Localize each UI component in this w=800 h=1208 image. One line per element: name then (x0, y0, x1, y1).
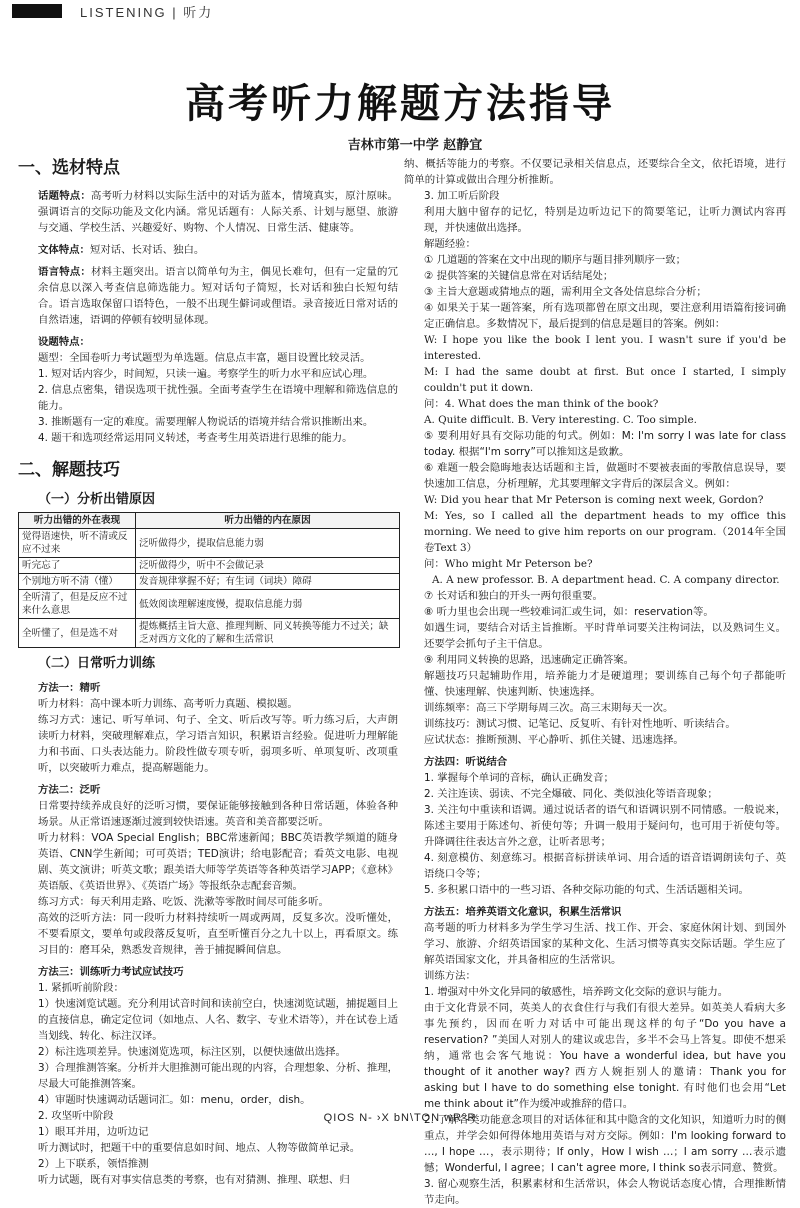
table-row: 个别地方听不清（懂） 发音规律掌握不好；有生词（词块）障碍 (19, 574, 400, 590)
table-row: 全听懂了，但是选不对 提炼概括主旨大意、推理判断、同义转换等能力不过关；缺乏对西方文化的了解和生活常识 (19, 619, 400, 648)
section-heading: 二、解题技巧 (18, 460, 120, 480)
paragraph: 训练方法： (424, 970, 476, 982)
table-header: 听力出错的内在原因 (136, 513, 400, 529)
list-item: 2. 关注连读、弱读、不完全爆破、同化、类似浊化等语音现象； (424, 788, 718, 800)
paragraph: 解题经验： (424, 238, 476, 250)
list-item: 3. 推断题有一定的难度。需要理解人物说话的语境并结合常识推断出来。 (38, 416, 374, 428)
paragraph: 听力材料：VOA Special English；BBC常速新闻；BBC英语教学频道的随身英语、CNN学生新闻；可可英语；TED演讲；给电影配音；看英文电影、电视剧、英文演讲；听英文歌；跟美语大师等学英语等各种英语学习APP；《意林》英语版、《英语世界》、《英语广场》等报纸杂志配套音频。 (38, 832, 398, 892)
paragraph: 语言特点：材料主题突出。语言以简单句为主，偶见长难句，但有一定量的冗余信息以深入考查信息筛选能力。短对话句子简短，长对话和独白长短句结合。语言选取保留口语特色，一般不出现生僻词或俚语。录音接近日常对话的自然语速，语调的停顿有较明显体现。 (38, 266, 399, 326)
list-item: 1. 掌握每个单词的音标，确认正确发音； (424, 772, 614, 784)
paragraph: 高效的泛听方法：同一段听力材料持续听一周或两周，反复多次。没听懂处，不要看原文，要单句或段落反复听，直至听懂百分之九十以上，再看原文。练习目的：磨耳朵，熟悉发音规律，善于捕捉瞬间信息。 (38, 912, 398, 956)
method-heading: 方法五：培养英语文化意识，积累生活常识 (424, 906, 622, 918)
header-text: LISTENING | 听力 (80, 5, 214, 20)
section-heading: 一、选材特点 (18, 158, 120, 178)
dialogue-line: M: Yes, so I called all the department heads to my office this morning. We need to give him reports on our program.（2014年全国卷Text 3） (424, 510, 786, 554)
left-column (18, 150, 399, 1186)
paragraph: 训练技巧：测试习惯、记笔记、反复听、有针对性地听、听读结合。 (424, 718, 736, 730)
paragraph: 听力试题，既有对事实信息类的考察，也有对猜测、推理、联想、归 (38, 1174, 350, 1186)
table-row: 觉得语速快，听不清或反应不过来 泛听做得少，提取信息能力弱 (19, 529, 400, 558)
list-item: 3. 关注句中重读和语调。通过说话者的语气和语调识别不同情感。一般说来，陈述主要用于陈述句、祈使句等；升调一般用于疑问句，也可用于祈使句等。升降调往往表达言外之意，让听者思考； (424, 804, 786, 848)
method-heading: 方法三：训练听力考试应试技巧 (38, 966, 184, 978)
paragraph: 话题特点：高考听力材料以实际生活中的对话为蓝本，情境真实，原汁原味。强调语言的交际功能及文化内涵。常见话题有：人际关系、计划与愿望、旅游与交通、学校生活、兴趣爱好、购物、个人情况、日常生活、健康等。 (38, 190, 399, 234)
page-footer: QIOS N- ›X bN\TON wR°R (323, 1112, 477, 1124)
answer-options: A. A new professor. B. A department head. C. A company director. (432, 574, 780, 586)
paragraph: 2）标注选项差异。快速浏览选项，标注区别，以便快速做出选择。 (38, 1046, 346, 1058)
method-heading: 方法四：听说结合 (424, 756, 508, 768)
right-column (404, 150, 786, 1206)
list-item: ④ 如果关于某一题答案，所有选项都曾在原文出现，要注意利用语篇衔接词确定正确信息。多数情况下，最后提到的信息是题目的答案。例如： (424, 302, 786, 330)
table-row: 听完忘了 泛听做得少，听中不会做记录 (19, 558, 400, 574)
list-item: ⑨ 利用同义转换的思路，迅速确定正确答案。 (424, 654, 635, 666)
list-item: ① 几道题的答案在文中出现的顺序与题目排列顺序一致； (424, 254, 686, 266)
paragraph: 设题特点： (38, 336, 90, 348)
dialogue-line: W: Did you hear that Mr Peterson is coming next week, Gordon? (424, 494, 764, 506)
page-title: 高考听力解题方法指导 (185, 81, 615, 127)
subsection-heading: （二）日常听力训练 (38, 656, 156, 671)
list-item: 4. 题干和选项经常运用同义转述，考查考生用英语进行思维的能力。 (38, 432, 353, 444)
method-heading: 方法二：泛听 (38, 784, 101, 796)
paragraph: 3）合理推测答案。分析并大胆推测可能出现的内容，合理想象、分析、推理，尽最大可能推测答案。 (38, 1062, 398, 1090)
paragraph: 应试状态：推断预测、平心静听、抓住关键、迅速选择。 (424, 734, 684, 746)
paragraph: 练习方式：每天利用走路、吃饭、洗漱等零散时间尽可能多听。 (38, 896, 329, 908)
dialogue-line: W: I hope you like the book I lent you. I wasn't sure if you'd be interested. (424, 334, 786, 362)
list-item: 2. 了解各类功能意念项目的对话体征和其中隐含的文化知识，知道听力时的侧重点，并学会如何得体地用英语与对方交际。例如：I'm looking forward to …, I hope …，表示期待；If only，How I wish …；I am sorry …表示遗憾；Wonderful, I agree；I can't agree more, I think so表示同意、赞赏。 (424, 1114, 786, 1174)
list-item: 4. 刻意模仿、刻意练习。根据音标拼读单词、用合适的语音语调朗读句子、英语绕口令等； (424, 852, 786, 880)
list-item: 5. 多积累口语中的一些习语、各种交际功能的句式、生活话题相关词。 (424, 884, 749, 896)
paragraph: 2）上下联系，领悟推测 (38, 1158, 149, 1170)
list-item: ⑧ 听力里也会出现一些较难词汇或生词，如：reservation等。 (424, 606, 714, 618)
paragraph: 1）快速浏览试题。充分利用试音时间和读前空白，快速浏览试题，捕捉题目上的直接信息，确定定位词（如地点、人名、数字、专业术语等），并在试卷上适当划线、转化、标注汉译。 (38, 998, 398, 1042)
dialogue-line: M: I had the same doubt at first. But once I started, I simply couldn't put it down. (424, 366, 786, 394)
list-item: ⑦ 长对话和独白的开头一两句很重要。 (424, 590, 603, 602)
paragraph: 1）眼耳并用，边听边记 (38, 1126, 149, 1138)
list-item: ⑥ 难题一般会隐晦地表达话题和主旨，做题时不要被表面的零散信息误导，要快速加工信息，分析理解，尤其要理解文字背后的深层含义。例如： (424, 462, 786, 490)
list-item: ③ 主旨大意题或猜地点的题，需利用全文各处信息综合分析； (424, 286, 707, 298)
error-table (18, 512, 400, 648)
paragraph: 解题技巧只起辅助作用，培养能力才是硬道理；要训练自己每个句子都能听懂、快速理解、快速判断、快速选择。 (424, 670, 786, 698)
list-item: ② 提供答案的关键信息常在对话结尾处； (424, 270, 614, 282)
paragraph: 训练频率：高三下学期每周三次。高三末期每天一次。 (424, 702, 674, 714)
paragraph: 练习方式：速记、听写单词、句子、全文、听后改写等。听力练习后，大声朗读听力材料，突破理解难点，学习语言知识，积累语言经验。促进听力理解能力和书面、口头表达能力。阶段性做专项专听，弱项多听、单项复听、改项重听，以突破听力难点，提高解题能力。 (38, 714, 398, 774)
list-item: 1. 紧抓听前阶段： (38, 982, 124, 994)
method-heading: 方法一：精听 (38, 682, 101, 694)
paragraph: 日常要持续养成良好的泛听习惯，要保证能够接触到各种日常话题，体验各种场景。从正常语速逐渐过渡到较快语速。英音和美音都要泛听。 (38, 800, 398, 828)
paragraph: 听力测试时，把题干中的重要信息如时间、地点、人物等做简单记录。 (38, 1142, 361, 1154)
question: 问：Who might Mr Peterson be? (424, 558, 593, 570)
header-mark (12, 4, 62, 18)
paragraph: 4）审题时快速调动话题词汇。如：menu，order，dish。 (38, 1094, 311, 1106)
answer-options: A. Quite difficult. B. Very interesting. C. Too simple. (424, 414, 697, 426)
author-line: 吉林市第一中学 赵静宜 (347, 138, 483, 153)
list-item: 3. 加工听后阶段 (424, 190, 500, 202)
paragraph: 文体特点：短对话、长对话、独白。 (38, 244, 205, 256)
table-header: 听力出错的外在表现 (19, 513, 136, 529)
list-item: 1. 短对话内容少，时间短，只读一遍。考察学生的听力水平和应试心理。 (38, 368, 374, 380)
page-header (0, 0, 800, 22)
subsection-heading: （一）分析出错原因 (38, 492, 156, 507)
table-row: 全听清了，但是反应不过来什么意思 低效阅读理解速度慢，提取信息能力弱 (19, 590, 400, 619)
question: 问：4. What does the man think of the book? (424, 398, 659, 410)
paragraph: 由于文化背景不同，英美人的衣食住行与我们有很大差异。如英美人看病大多事先预约，因而在听力对话中可能出现这样的句子“Do you have a reservation? ”美国人对别人的建议或忠告，多半不会马上答复。即使不想采纳，通常也会客气地说：You have a wonderful idea, but have you thought of it another way? 西方人婉拒别人的邀请：Thank you for asking but I have to do something else tonight. 有时他们也会用“Let me think about it”作为缓冲或推辞的借口。 (424, 1002, 786, 1110)
list-item: ⑤ 要利用好具有交际功能的句式。例如：M: I'm sorry I was late for class today. 根据“I'm sorry”可以推知这是致歉。 (424, 430, 786, 458)
paragraph: 纳、概括等能力的考察。不仅要记录相关信息点，还要综合全文，依托语境，进行简单的计算或做出合理分析推断。 (404, 158, 786, 186)
paragraph: 题型：全国卷听力考试题型为单选题。信息点丰富，题目设置比较灵活。 (38, 352, 371, 364)
paragraph: 听力材料：高中课本听力训练、高考听力真题、模拟题。 (38, 698, 298, 710)
paragraph: 如遇生词，要结合对话主旨推断。平时背单词要关注构词法，以及熟词生义。还要学会抓句子主干信息。 (424, 622, 786, 650)
list-item: 3. 留心观察生活，积累素材和生活常识，体会人物说话态度心情，合理推断情节走向。 (424, 1178, 786, 1206)
paragraph: 高考题的听力材料多为学生学习生活、找工作、开会、家庭休闲计划、到国外学习、旅游、介绍英语国家的某种文化、生活习惯等真实交际话题。学生应了解英语国家文化，并具备相应的生活常识。 (424, 922, 786, 966)
paragraph: 利用大脑中留存的记忆，特别是边听边记下的简要笔记，让听力测试内容再现，并快速做出选择。 (424, 206, 786, 234)
list-item: 2. 攻坚听中阶段 (38, 1110, 114, 1122)
list-item: 2. 信息点密集，错误选项干扰性强。全面考查学生在语境中理解和筛选信息的能力。 (38, 384, 398, 412)
list-item: 1. 增强对中外文化异同的敏感性，培养跨文化交际的意识与能力。 (424, 986, 729, 998)
